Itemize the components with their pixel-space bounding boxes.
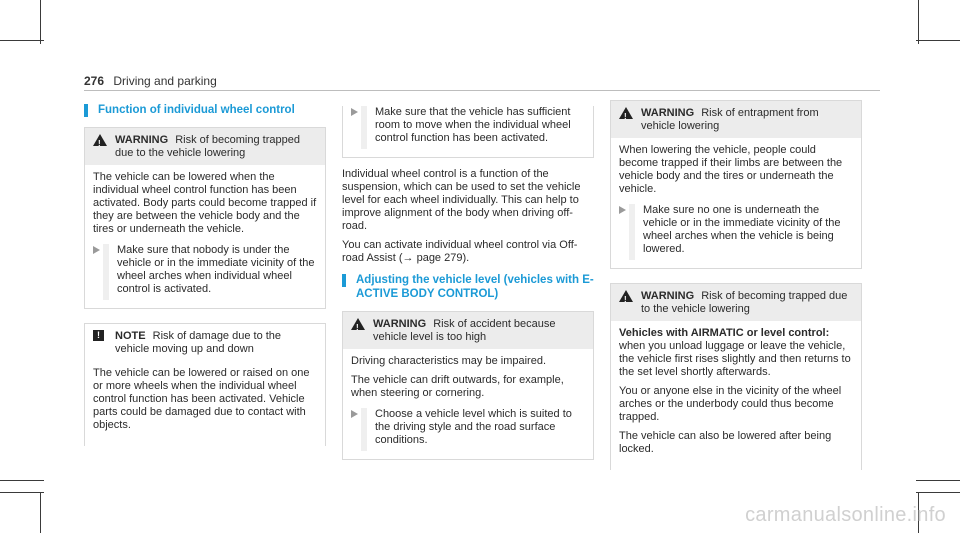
warning-body xyxy=(343,349,593,459)
warning-icon: ! xyxy=(619,107,633,119)
crop-mark xyxy=(916,40,960,41)
crop-mark xyxy=(916,480,960,481)
warning-box-entrapment xyxy=(610,100,862,269)
page-number: 276 xyxy=(84,74,105,88)
warning-text xyxy=(619,327,853,379)
paragraph: Individual wheel control is a function of the suspension, which can be used to set the vehicle level for each wheel individually. This can help to improve alignment of the body when driving off-road. xyxy=(342,168,581,232)
warning-body xyxy=(611,321,861,470)
watermark: carmanualsonline.info xyxy=(745,504,946,526)
column-3 xyxy=(610,100,862,484)
instruction-step xyxy=(93,244,317,296)
note-icon: ! xyxy=(93,330,104,341)
warning-box-trapped xyxy=(84,127,326,309)
warning-header xyxy=(611,284,861,321)
warning-text: When lowering the vehicle, people could become trapped if their limbs are between the vehicle body and the tires or underneath the vehicle. xyxy=(619,144,843,195)
warning-text: The vehicle can drift outwards, for example, when steering or cornering. xyxy=(351,374,564,399)
warning-box-accident xyxy=(342,311,594,460)
warning-title: Risk of becoming trapped due to the vehicle lowering xyxy=(115,134,300,159)
warning-lead: Vehicles with AIRMATIC or level control: xyxy=(619,327,830,339)
page-header xyxy=(84,74,217,88)
arrow-right-icon xyxy=(93,246,100,254)
warning-body xyxy=(85,165,325,308)
step-text: Make sure that nobody is under the vehicle or in the immediate vicinity of the wheel arches when individual wheel control is activated. xyxy=(117,244,315,295)
warning-keyword: WARNING xyxy=(115,134,169,146)
step-text: Choose a vehicle level which is suited to the driving style and the road surface conditions. xyxy=(375,408,572,446)
warning-keyword: WARNING xyxy=(373,318,427,330)
warning-body xyxy=(611,138,861,268)
instruction-step xyxy=(351,408,585,447)
instruction-step xyxy=(619,204,853,256)
crop-mark xyxy=(0,40,44,41)
section-title-individual-wheel-control: Function of individual wheel control xyxy=(84,103,326,117)
crop-mark xyxy=(0,492,44,493)
warning-icon: ! xyxy=(351,318,365,330)
crop-mark xyxy=(40,492,41,533)
warning-text: You or anyone else in the vicinity of the wheel arches or the underbody could thus become trapped. xyxy=(619,385,842,423)
note-header xyxy=(85,324,325,361)
note-title: Risk of damage due to the vehicle moving up and down xyxy=(115,330,282,355)
warning-header xyxy=(85,128,325,165)
warning-title: Risk of becoming trapped due to the vehicle lowering xyxy=(641,290,848,315)
section-title-vehicle-level: Adjusting the vehicle level (vehicles with E-ACTIVE BODY CONTROL) xyxy=(342,273,594,301)
note-keyword: NOTE xyxy=(115,330,146,342)
warning-icon: ! xyxy=(93,134,107,146)
crop-mark xyxy=(916,492,960,493)
arrow-right-icon xyxy=(619,206,626,214)
warning-box-trapped-lowering xyxy=(610,283,862,470)
step-text: Make sure no one is underneath the vehicle or in the immediate vicinity of the wheel arches when the vehicle is being lowered. xyxy=(643,204,841,255)
warning-text: Driving characteristics may be impaired. xyxy=(351,355,547,367)
warning-title: Risk of entrapment from vehicle lowering xyxy=(641,107,819,132)
crop-mark xyxy=(40,0,41,44)
warning-icon: ! xyxy=(619,290,633,302)
note-text: The vehicle can be lowered or raised on one or more wheels when the individual wheel control function has been activated. Vehicle parts could be damaged due to contact with objects. xyxy=(93,367,310,431)
warning-title: Risk of accident because vehicle level is too high xyxy=(373,318,556,343)
chapter-title: Driving and parking xyxy=(113,74,217,88)
continued-warning-box xyxy=(342,106,594,158)
warning-text: The vehicle can be lowered when the individual wheel control function has been activated. Body parts could become trapped if they are between the vehicle body and the tires or underneath the vehicle. xyxy=(93,171,317,235)
warning-header xyxy=(611,101,861,138)
warning-lead-text: when you unload luggage or leave the vehicle, the vehicle first rises slightly and then returns to the set level shortly afterwards. xyxy=(619,340,851,378)
note-box-damage xyxy=(84,323,326,446)
warning-header xyxy=(343,312,593,349)
column-1 xyxy=(84,100,326,460)
paragraph-offroad-assist[interactable]: You can activate individual wheel control via Off-road Assist (→ page 279). xyxy=(342,239,578,264)
warning-keyword: WARNING xyxy=(641,290,695,302)
warning-text: The vehicle can also be lowered after being locked. xyxy=(619,430,832,455)
instruction-step xyxy=(351,106,585,145)
warning-keyword: WARNING xyxy=(641,107,695,119)
crop-mark xyxy=(918,0,919,44)
arrow-right-icon xyxy=(351,108,358,116)
column-2 xyxy=(342,100,594,474)
arrow-right-icon xyxy=(351,410,358,418)
header-rule xyxy=(84,90,880,91)
crop-mark xyxy=(0,480,44,481)
note-body xyxy=(85,361,325,446)
step-text: Make sure that the vehicle has sufficient room to move when the individual wheel control function has been activated. xyxy=(375,106,571,144)
